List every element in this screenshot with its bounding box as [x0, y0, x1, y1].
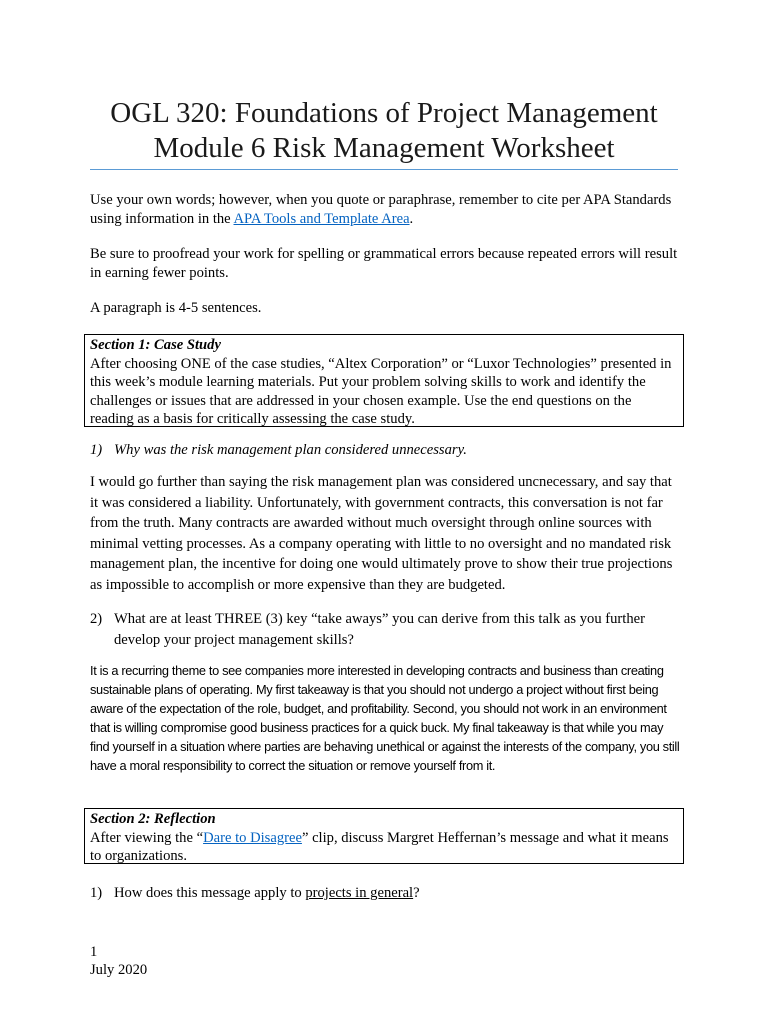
- section-1-heading: Section 1: Case Study: [90, 337, 221, 353]
- question-text-start: How does this message apply to: [114, 885, 306, 901]
- intro-paragraph-1: [90, 191, 680, 228]
- footer-page-number: 1: [90, 944, 98, 960]
- dare-to-disagree-link[interactable]: Dare to Disagree: [203, 829, 302, 846]
- section-2-text-start: After viewing the “: [90, 829, 204, 846]
- title-line-2: Module 6 Risk Management Worksheet: [153, 132, 615, 164]
- section-1-answer-2: It is a recurring theme to see companies more interested in developing contracts and business than creating sustainable plans of operating. My first takeaway is that you should not undergo a project without first being aware of the expectation of the role, budget, and profitability. Second, you should not work in an environment that is willing compromise good business practices for a quick buck. My final takeaway is that while you may find yourself in a situation where parties are behaving unethical or against the interests of the company, you still have a moral responsibility to correct the situation or remove yourself from it.: [90, 663, 680, 773]
- section-2-box: [84, 808, 684, 864]
- title-line-1: OGL 320: Foundations of Project Management: [110, 97, 658, 129]
- question-text: What are at least THREE (3) key “take aways” you can derive from this talk as you further develop your project management skills?: [114, 611, 645, 648]
- apa-tools-link[interactable]: APA Tools and Template Area: [233, 210, 410, 227]
- section-2-heading: Section 2: Reflection: [90, 811, 216, 827]
- intro-paragraph-2: Be sure to proofread your work for spelling or grammatical errors because repeated errors will result in earning fewer points.: [90, 246, 678, 281]
- intro-p1-period: .: [409, 210, 414, 227]
- section-1-box: [84, 334, 684, 427]
- section-1-answer-1: I would go further than saying the risk management plan was considered uncnecessary, and say that it was considered a liability. Unfortunately, with government contracts, this conversation is not far from the truth. Many contracts are awarded without much oversight through online sources with minimal vetting processes. As a company operating with little to no oversight and no mandated risk management plan, the incentive for doing one would ultimately prove to show their true projections as impossible to accomplish or more expensive than they are budgeted.: [90, 474, 673, 593]
- question-number: 1): [90, 442, 103, 458]
- question-number: 2): [90, 611, 103, 627]
- question-text: Why was the risk management plan considered unnecessary.: [114, 442, 467, 458]
- section-1-question-1: [90, 440, 680, 461]
- intro-paragraph-3: A paragraph is 4-5 sentences.: [90, 300, 262, 316]
- question-text: [90, 883, 680, 904]
- title-underline: [90, 169, 678, 170]
- question-number: 1): [90, 885, 103, 901]
- section-1-instructions: After choosing ONE of the case studies, “Altex Corporation” or “Luxor Technologies” presented in this week’s module learning materials. Put your problem solving skills to work and identify the challenges or issues that are addressed in your chosen example. Use the end questions on the reading as a basis for critically assessing the case study.: [90, 355, 672, 427]
- section-2-text-end: ” clip, discuss Margret Heffernan’s message and what it means to organizations.: [90, 829, 669, 864]
- section-2-instructions: [90, 830, 669, 865]
- section-1-question-2: [90, 609, 680, 651]
- intro-p1-text: Use your own words; however, when you quote or paraphrase, remember to cite per APA Standards using information in the: [90, 192, 672, 227]
- footer-date: July 2020: [90, 962, 148, 978]
- question-mark: ?: [413, 885, 420, 901]
- projects-in-general-underlined: projects in general: [305, 885, 414, 901]
- section-2-question-1: [90, 883, 680, 904]
